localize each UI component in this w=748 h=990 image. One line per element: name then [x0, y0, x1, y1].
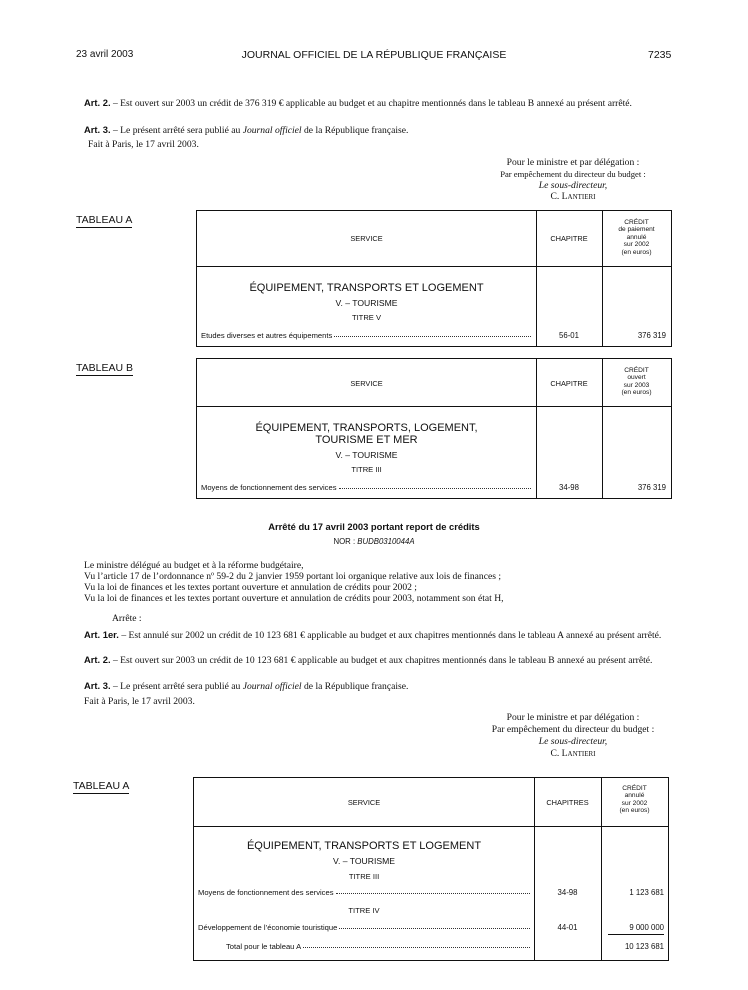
signature-line-1: Pour le ministre et par délégation :	[506, 157, 640, 168]
header-page-number: 7235	[648, 49, 672, 61]
article-1-paragraph: Art. 1er. – Est annulé sur 2002 un crédit de 10 123 681 € applicable au budget et aux chapitres mentionnés dans le tableau A annexé au présent arrêté.	[84, 629, 662, 641]
decree-title: Arrêté du 17 avril 2003 portant report de crédits	[268, 521, 480, 532]
ministry-heading-line-1: ÉQUIPEMENT, TRANSPORTS, LOGEMENT,	[255, 422, 478, 434]
table-b-label: TABLEAU B	[76, 362, 133, 374]
nor-reference: NOR : BUDB0310044A	[333, 537, 415, 546]
article-label: Art. 2.	[84, 97, 111, 108]
section-heading: V. – TOURISME	[335, 450, 398, 460]
titre-heading: TITRE III	[348, 872, 380, 881]
col-credit-header: CRÉDIT annulé sur 2002 (en euros)	[619, 785, 650, 815]
signature-line-2: Par empêchement du directeur du budget :	[500, 169, 646, 179]
article-3-paragraph: Art. 3. – Le présent arrêté sera publié au Journal officiel de la République française.	[84, 124, 409, 136]
arrete-word: Arrête :	[112, 613, 142, 624]
amount-cell: 1 123 681	[629, 888, 664, 897]
chapitre-cell: 44-01	[557, 923, 578, 932]
article-2-paragraph: Art. 2. – Est ouvert sur 2003 un crédit de 376 319 € applicable au budget et au chapitre mentionnés dans le tableau B annexé au présent arrêté.	[84, 97, 632, 109]
amount-cell: 376 319	[637, 331, 666, 340]
section-heading: V. – TOURISME	[335, 298, 398, 308]
chapitre-cell: 34-98	[559, 483, 579, 492]
preamble-line-1: Le ministre délégué au budget et à la réforme budgétaire,	[84, 560, 304, 571]
table-row: Moyens de fonctionnement des services	[201, 483, 531, 492]
table-a-label: TABLEAU A	[73, 780, 130, 792]
col-credit-header: CRÉDIT ouvert sur 2003 (en euros)	[621, 367, 652, 397]
total-amount-cell: 10 123 681	[624, 942, 664, 951]
signature-line-3: Le sous-directeur,	[538, 180, 608, 191]
col-chapitre-header: CHAPITRE	[550, 379, 588, 388]
ministry-heading: ÉQUIPEMENT, TRANSPORTS ET LOGEMENT	[246, 840, 482, 852]
signature-line-1: Pour le ministre et par délégation :	[506, 712, 640, 723]
header-journal-title: JOURNAL OFFICIEL DE LA RÉPUBLIQUE FRANÇAISE	[241, 49, 507, 61]
article-2-paragraph: Art. 2. – Est ouvert sur 2003 un crédit de 10 123 681 € applicable au budget et aux chapitres mentionnés dans le tableau B annexé au présent arrêté.	[84, 654, 653, 666]
subtotal-rule	[608, 934, 664, 935]
table-row: Etudes diverses et autres équipements	[201, 331, 531, 340]
col-chapitre-header: CHAPITRE	[550, 234, 588, 243]
col-chapitres-header: CHAPITRES	[546, 798, 589, 807]
total-row: Total pour le tableau A	[226, 942, 530, 951]
table-row: Développement de l’économie touristique	[198, 923, 530, 932]
preamble-line-4: Vu la loi de finances et les textes portant ouverture et annulation de crédits pour 2003, notamment son état H,	[84, 593, 504, 604]
signature-line-3: Le sous-directeur,	[538, 736, 608, 747]
col-service-header: SERVICE	[350, 379, 383, 388]
table-b	[196, 358, 672, 499]
col-service-header: SERVICE	[350, 234, 383, 243]
table-a-second	[193, 777, 669, 961]
header-date: 23 avril 2003	[76, 49, 134, 60]
section-heading: V. – TOURISME	[333, 856, 395, 866]
done-at-paris: Fait à Paris, le 17 avril 2003.	[88, 139, 199, 150]
table-a-first	[196, 210, 672, 347]
preamble-line-3: Vu la loi de finances et les textes portant ouverture et annulation de crédits pour 2002 ;	[84, 582, 417, 593]
article-3-paragraph: Art. 3. – Le présent arrêté sera publié au Journal officiel de la République française.	[84, 680, 409, 692]
col-credit-header: CRÉDIT de paiement annulé sur 2002 (en euros)	[618, 219, 655, 256]
signature-line-2: Par empêchement du directeur du budget :	[491, 724, 655, 735]
preamble-line-2: Vu l’article 17 de l’ordonnance nº 59-2 du 2 janvier 1959 portant loi organique relative aux lois de finances ;	[84, 571, 502, 582]
table-row: Moyens de fonctionnement des services	[198, 888, 530, 897]
col-service-header: SERVICE	[347, 798, 381, 807]
titre-heading: TITRE IV	[348, 906, 380, 915]
ministry-heading-line-2: TOURISME ET MER	[315, 434, 418, 446]
ministry-heading: ÉQUIPEMENT, TRANSPORTS ET LOGEMENT	[249, 282, 484, 294]
done-at-paris: Fait à Paris, le 17 avril 2003.	[84, 696, 195, 707]
signature-name: C. Lantieri	[550, 748, 596, 759]
titre-heading: TITRE III	[351, 465, 382, 474]
table-a-label: TABLEAU A	[76, 214, 133, 226]
titre-heading: TITRE V	[351, 313, 382, 322]
amount-cell: 376 319	[637, 483, 666, 492]
chapitre-cell: 56-01	[559, 331, 579, 340]
signature-name: C. Lantieri	[550, 191, 596, 202]
amount-cell: 9 000 000	[629, 923, 664, 932]
chapitre-cell: 34-98	[557, 888, 578, 897]
